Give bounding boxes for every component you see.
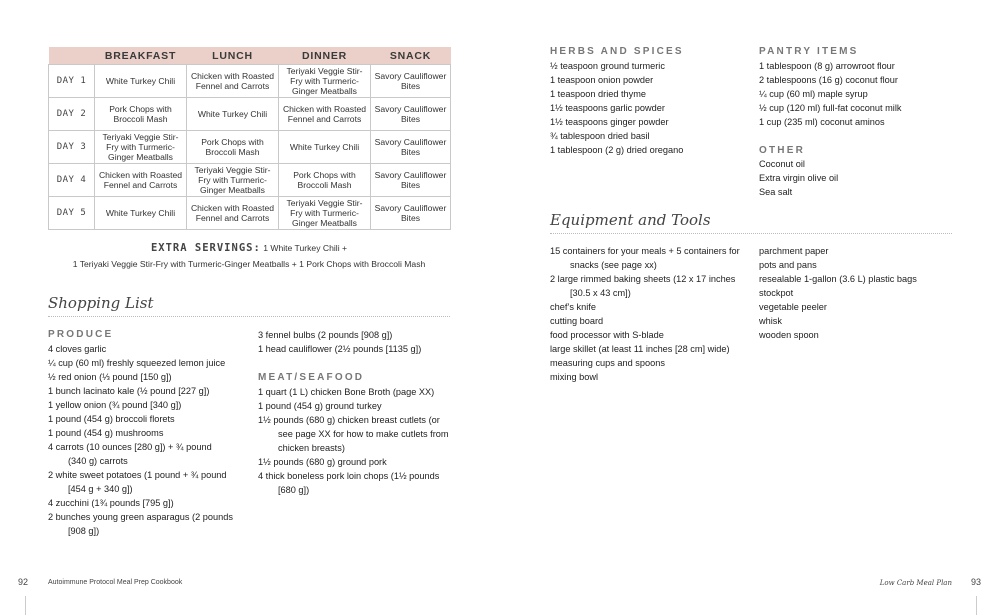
list-item-text: 2 white sweet potatoes (1 pound + ¾ pound (48, 470, 227, 480)
list-item (258, 399, 458, 413)
list-item-text: 2 bunches young green asparagus (2 pounds (48, 512, 233, 522)
list-item (550, 101, 750, 115)
list-item-text: ¼ cup (60 ml) maple syrup (759, 89, 868, 99)
list-item-text: 1 bunch lacinato kale (½ pound [227 g]) (48, 386, 210, 396)
list-item (48, 468, 248, 496)
list-item (550, 244, 755, 272)
breakfast-cell: White Turkey Chili (95, 197, 187, 230)
equipment-list-col1 (550, 244, 755, 384)
pantry-items-list (759, 59, 959, 129)
herbs-spices-list (550, 59, 750, 157)
list-item-text: 2 tablespoons (16 g) coconut flour (759, 75, 898, 85)
list-item-continuation: (340 g) carrots (68, 456, 128, 466)
breakfast-cell: Chicken with Roasted Fennel and Carrots (95, 164, 187, 197)
list-item-text: 1 teaspoon dried thyme (550, 89, 647, 99)
list-item (258, 413, 458, 455)
list-item-text: ½ cup (120 ml) full-fat coconut milk (759, 103, 902, 113)
day-label: DAY 4 (49, 164, 95, 197)
list-item (48, 356, 248, 370)
snack-cell: Savory Cauliflower Bites (371, 131, 451, 164)
lunch-cell: Pork Chops with Broccoli Mash (187, 131, 279, 164)
list-item-text: pots and pans (759, 260, 817, 270)
list-item-text: wooden spoon (759, 330, 819, 340)
day-label: DAY 1 (49, 65, 95, 98)
meal-plan-row (49, 65, 451, 98)
list-item (759, 59, 959, 73)
list-item (759, 258, 959, 272)
list-item-text: large skillet (at least 11 inches [28 cm] wide) (550, 344, 730, 354)
equipment-list-col2 (759, 244, 959, 342)
list-item (258, 455, 458, 469)
list-item-text: ¾ tablespoon dried basil (550, 131, 650, 141)
list-item-text: 1 cup (235 ml) coconut aminos (759, 117, 885, 127)
list-item-text: 2 large rimmed baking sheets (12 x 17 inches (550, 274, 736, 284)
list-item-text: 1 quart (1 L) chicken Bone Broth (page XX) (258, 387, 435, 397)
list-item-text: 1½ teaspoons ginger powder (550, 117, 669, 127)
list-item-continuation: [30.5 x 43 cm]) (570, 288, 631, 298)
list-item (550, 370, 755, 384)
list-item (550, 272, 755, 300)
header-breakfast: BREAKFAST (95, 47, 187, 65)
list-item-text: chef’s knife (550, 302, 596, 312)
list-item-text: 1 pound (454 g) mushrooms (48, 428, 164, 438)
list-item-text: Extra virgin olive oil (759, 173, 839, 183)
lunch-cell: White Turkey Chili (187, 98, 279, 131)
pantry-items-heading: PANTRY ITEMS (759, 46, 859, 57)
snack-cell: Savory Cauliflower Bites (371, 164, 451, 197)
snack-cell: Savory Cauliflower Bites (371, 197, 451, 230)
list-item-text: cutting board (550, 316, 604, 326)
day-label: DAY 3 (49, 131, 95, 164)
list-item (258, 342, 458, 356)
day-label: DAY 5 (49, 197, 95, 230)
snack-cell: Savory Cauliflower Bites (371, 65, 451, 98)
right-running-title: Low Carb Meal Plan (879, 579, 952, 587)
list-item (550, 59, 750, 73)
other-heading: OTHER (759, 145, 805, 156)
list-item (550, 328, 755, 342)
list-item (48, 496, 248, 510)
list-item-text: ½ teaspoon ground turmeric (550, 61, 665, 71)
list-item (48, 370, 248, 384)
list-item-text: whisk (759, 316, 782, 326)
breakfast-cell: Pork Chops with Broccoli Mash (95, 98, 187, 131)
list-item (258, 328, 458, 342)
list-item (759, 157, 959, 171)
meat-seafood-list (258, 385, 458, 497)
lunch-cell: Chicken with Roasted Fennel and Carrots (187, 65, 279, 98)
list-item-text: measuring cups and spoons (550, 358, 665, 368)
equipment-divider (550, 233, 952, 234)
dinner-cell: Chicken with Roasted Fennel and Carrots (279, 98, 371, 131)
list-item-text: 1 pound (454 g) ground turkey (258, 401, 382, 411)
list-item (48, 384, 248, 398)
list-item-text: Coconut oil (759, 159, 805, 169)
dinner-cell: Teriyaki Veggie Stir-Fry with Turmeric-Ginger Meatballs (279, 65, 371, 98)
list-item-text: 4 cloves garlic (48, 344, 107, 354)
list-item (759, 272, 959, 286)
list-item (48, 398, 248, 412)
meal-plan-row (49, 131, 451, 164)
list-item (759, 101, 959, 115)
meat-seafood-heading: MEAT/SEAFOOD (258, 372, 365, 383)
meal-plan-row (49, 164, 451, 197)
list-item-text: parchment paper (759, 246, 829, 256)
list-item (550, 342, 755, 356)
list-item-text: 1 teaspoon onion powder (550, 75, 654, 85)
list-item (759, 286, 959, 300)
equipment-title: Equipment and Tools (550, 211, 711, 229)
header-dinner: DINNER (279, 47, 371, 65)
list-item-text: mixing bowl (550, 372, 598, 382)
produce-list (48, 342, 248, 538)
extra-servings-line2: 1 Teriyaki Veggie Stir-Fry with Turmeric-Ginger Meatballs + 1 Pork Chops with Broccoli Mash (72, 259, 426, 269)
extra-servings (48, 240, 450, 272)
lunch-cell: Chicken with Roasted Fennel and Carrots (187, 197, 279, 230)
list-item (48, 342, 248, 356)
list-item-text: 1 pound (454 g) broccoli florets (48, 414, 175, 424)
shopping-list-divider (48, 316, 450, 317)
list-item-text: Sea salt (759, 187, 793, 197)
left-running-title: Autoimmune Protocol Meal Prep Cookbook (48, 579, 183, 586)
list-item (759, 73, 959, 87)
list-item (550, 115, 750, 129)
breakfast-cell: White Turkey Chili (95, 65, 187, 98)
list-item (550, 87, 750, 101)
produce-list-continued (258, 328, 458, 356)
list-item-continuation: chicken breasts) (278, 443, 345, 453)
snack-cell: Savory Cauliflower Bites (371, 98, 451, 131)
extra-servings-label: EXTRA SERVINGS: (150, 242, 261, 254)
list-item-continuation: see page XX for how to make cutlets from (278, 429, 449, 439)
list-item-text: 4 zucchini (1¾ pounds [795 g]) (48, 498, 174, 508)
list-item-text: 1 tablespoon (2 g) dried oregano (550, 145, 684, 155)
list-item-continuation: [454 g + 340 g]) (68, 484, 133, 494)
meal-plan-row (49, 197, 451, 230)
lunch-cell: Teriyaki Veggie Stir-Fry with Turmeric-Ginger Meatballs (187, 164, 279, 197)
list-item-continuation: [908 g]) (68, 526, 100, 536)
header-lunch: LUNCH (187, 47, 279, 65)
list-item-text: 1½ pounds (680 g) ground pork (258, 457, 387, 467)
left-page-number: 92 (18, 577, 29, 587)
list-item (550, 356, 755, 370)
list-item-continuation: snacks (see page xx) (570, 260, 657, 270)
list-item-text: ¼ cup (60 ml) freshly squeezed lemon juice (48, 358, 226, 368)
list-item (48, 440, 248, 468)
list-item-text: 4 carrots (10 ounces [280 g]) + ¾ pound (48, 442, 212, 452)
extra-servings-line1: 1 White Turkey Chili + (263, 243, 348, 253)
list-item-text: 1 tablespoon (8 g) arrowroot flour (759, 61, 895, 71)
day-label: DAY 2 (49, 98, 95, 131)
list-item (258, 385, 458, 399)
list-item (48, 426, 248, 440)
list-item (550, 314, 755, 328)
shopping-list-title: Shopping List (48, 294, 154, 312)
herbs-spices-heading: HERBS AND SPICES (550, 46, 684, 57)
list-item (550, 300, 755, 314)
list-item (759, 115, 959, 129)
dinner-cell: Pork Chops with Broccoli Mash (279, 164, 371, 197)
dinner-cell: Teriyaki Veggie Stir-Fry with Turmeric-Ginger Meatballs (279, 197, 371, 230)
list-item-text: resealable 1-gallon (3.6 L) plastic bags (759, 274, 917, 284)
list-item-text: 1½ teaspoons garlic powder (550, 103, 665, 113)
list-item (759, 87, 959, 101)
list-item (759, 185, 959, 199)
header-snack: SNACK (371, 47, 451, 65)
meal-plan-row (49, 98, 451, 131)
list-item-continuation: [680 g]) (278, 485, 310, 495)
meal-plan-table (48, 47, 451, 230)
list-item (759, 171, 959, 185)
list-item (759, 314, 959, 328)
list-item-text: 15 containers for your meals + 5 containers for (550, 246, 740, 256)
list-item (258, 469, 458, 497)
left-margin-line (25, 596, 26, 615)
header-corner (49, 47, 95, 65)
breakfast-cell: Teriyaki Veggie Stir-Fry with Turmeric-Ginger Meatballs (95, 131, 187, 164)
right-page-number: 93 (971, 577, 982, 587)
list-item-text: food processor with S-blade (550, 330, 664, 340)
list-item-text: ½ red onion (⅓ pound [150 g]) (48, 372, 172, 382)
list-item-text: vegetable peeler (759, 302, 827, 312)
list-item (759, 300, 959, 314)
list-item (550, 73, 750, 87)
produce-heading: PRODUCE (48, 329, 114, 340)
meal-plan-header-row (49, 47, 451, 65)
list-item (48, 510, 248, 538)
list-item-text: 4 thick boneless pork loin chops (1½ pounds (258, 471, 440, 481)
list-item (550, 129, 750, 143)
right-margin-line (976, 596, 977, 615)
list-item (759, 328, 959, 342)
list-item (550, 143, 750, 157)
other-list (759, 157, 959, 199)
list-item-text: 1 yellow onion (¾ pound [340 g]) (48, 400, 182, 410)
list-item (759, 244, 959, 258)
list-item (48, 412, 248, 426)
list-item-text: 1½ pounds (680 g) chicken breast cutlets (or (258, 415, 440, 425)
list-item-text: 3 fennel bulbs (2 pounds [908 g]) (258, 330, 393, 340)
dinner-cell: White Turkey Chili (279, 131, 371, 164)
list-item-text: stockpot (759, 288, 794, 298)
list-item-text: 1 head cauliflower (2½ pounds [1135 g]) (258, 344, 422, 354)
